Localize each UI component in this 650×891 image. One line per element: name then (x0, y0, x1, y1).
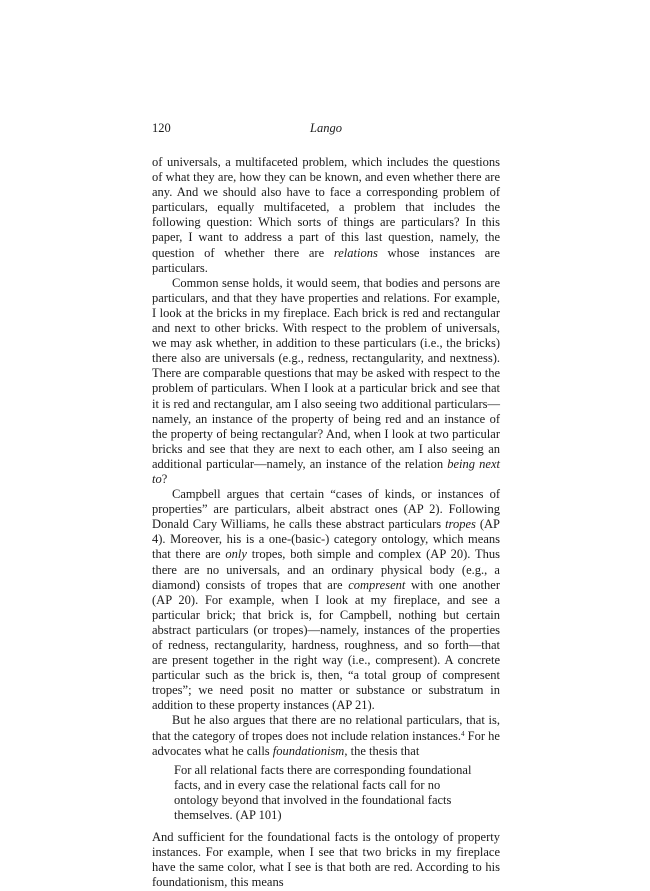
paragraph-5: And sufficient for the foundational facts is the ontology of property instances. For example, when I see that two bricks in my fireplace have the same color, what I see is that both are red. According to his foundationism, this means (152, 830, 500, 890)
paragraph-2: Common sense holds, it would seem, that bodies and persons are particulars, and that they have properties and relations. For example, I look at the bricks in my fireplace. Each brick is red and rectangular and next to other bricks. With respect to the problem of universals, we may ask whether, in addition to these particulars (i.e., the bricks) there also are universals (e.g., redness, rectangularity, and nextness). There are comparable questions that may be asked with respect to the problem of particulars. When I look at a particular brick and see that it is red and rectangular, am I also seeing two additional particulars—namely, an instance of the property of being red and an instance of the property of being rectangular? And, when I look at two particular bricks and see that they are next to each other, am I also seeing an additional particular—namely, an instance of the relation being next to? (152, 275, 500, 486)
block-quote: For all relational facts there are corresponding foundational facts, and in every case the relational facts call for no ontology beyond that involved in the foundational facts themselves. (AP 101) (174, 762, 472, 823)
running-head (152, 120, 500, 136)
body-text (152, 155, 500, 891)
paragraph-3: Campbell argues that certain “cases of kinds, or instances of properties” are particulars, albeit abstract ones (AP 2). Following Donald Cary Williams, he calls these abstract particulars tropes (AP 4). Moreover, his is a one-(basic-) category ontology, which means that there are only tropes, both simple and complex (AP 20). Thus there are no universals, and an ordinary physical body (e.g., a diamond) consists of tropes that are compresent with one another (AP 20). For example, when I look at my fireplace, and see a particular brick; that brick is, for Campbell, nothing but certain abstract particulars (or tropes)—namely, instances of the properties of redness, rectangularity, hardness, roughness, and so forth—that are present together in the right way (i.e., compresent). A concrete particular such as the brick is, then, “a total group of compresent tropes”; we need posit no matter or substance or substratum in addition to these property instances (AP 21). (152, 487, 500, 713)
running-title: Lango (310, 121, 342, 135)
paragraph-1: of universals, a multifaceted problem, which includes the questions of what they are, how they can be known, and even whether there are any. And we should also have to face a corresponding problem of particulars, equally multifaceted, a problem that includes the following question: Which sorts of things are particulars? In this paper, I want to address a part of this last question, namely, the question of whether there are relations whose instances are particulars. (152, 155, 500, 275)
paragraph-4: But he also argues that there are no relational particulars, that is, that the category of tropes does not include relation instances.$^4$ For he advocates what he calls foundationism, the thesis that (152, 713, 500, 758)
footnote-marker: 4 (461, 729, 465, 738)
page-number: 120 (152, 121, 171, 135)
